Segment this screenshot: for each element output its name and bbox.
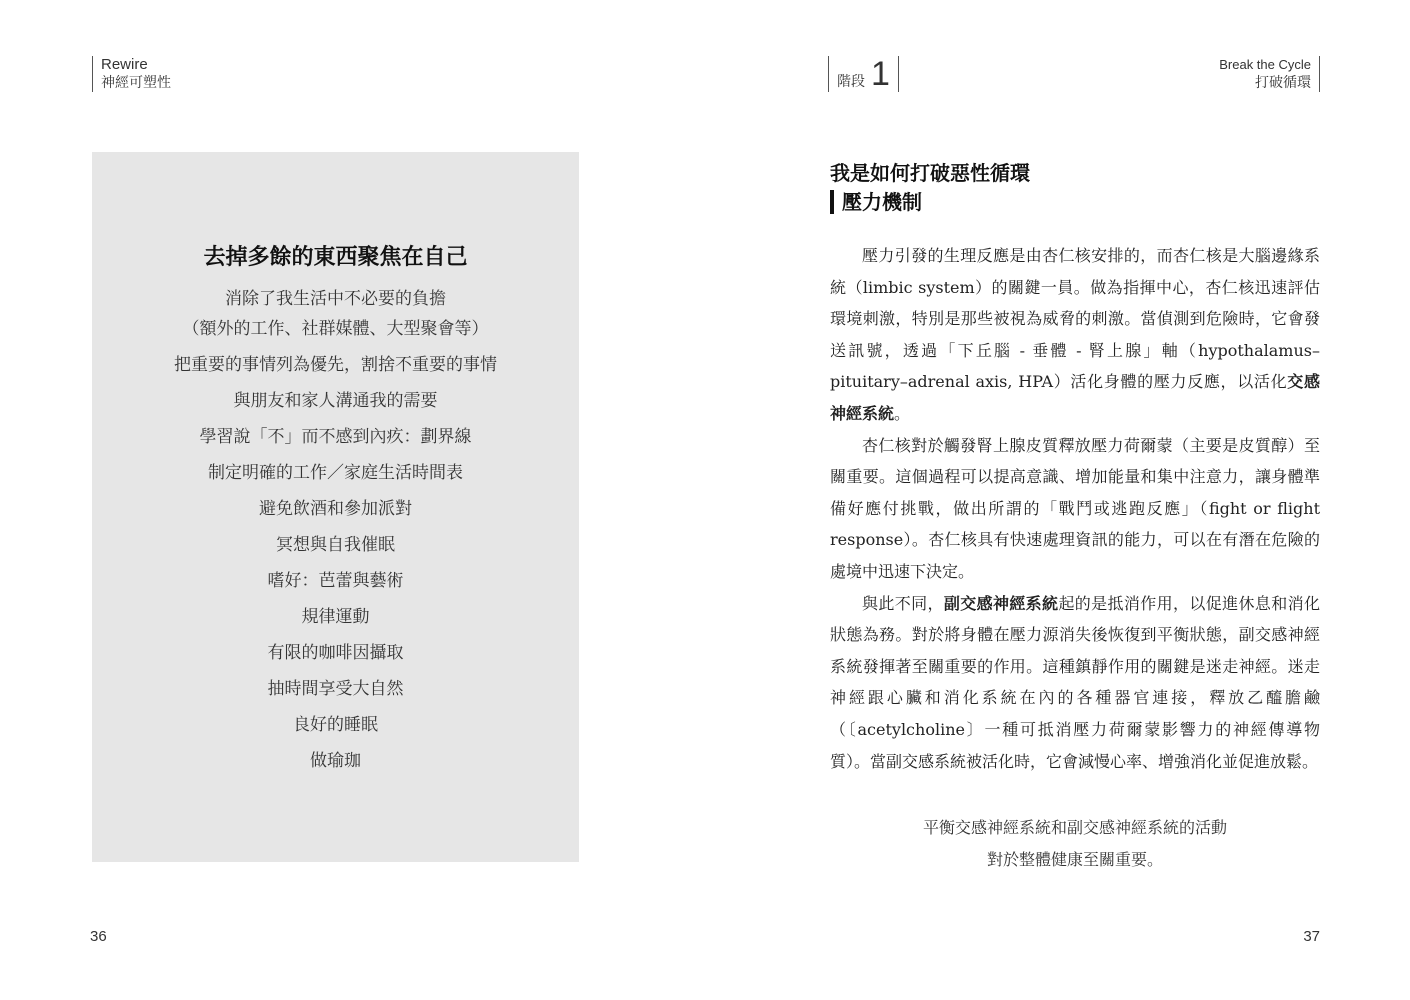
chapter-marker (828, 56, 899, 92)
book-title-zh: 神經可塑性 (101, 75, 171, 91)
sidebar-box (92, 152, 579, 862)
list-item: 與朋友和家人溝通我的需要 (233, 391, 438, 411)
paragraph: 杏仁核對於觸發腎上腺皮質釋放壓力荷爾蒙（主要是皮質醇）至關重要。這個過程可以提高意識、增加能量和集中注意力，讓身體準備好應付挑戰，做出所謂的「戰鬥或逃跑反應」（fight or flight response）。杏仁核具有快速處理資訊的能力，可以在有潛在危險的處境中迅速下決定。 (830, 435, 1320, 581)
bold-term: 交感神經系統 (830, 372, 1320, 423)
bold-term: 副交感神經系統 (943, 593, 1059, 613)
page-number-right: 37 (1303, 928, 1320, 945)
list-item: 避免飲酒和參加派對 (259, 499, 412, 519)
list-item: （額外的工作、社群媒體、大型聚會等） (182, 319, 489, 339)
chapter-number: 1 (871, 55, 890, 93)
list-item: 嗜好：芭蕾與藝術 (267, 571, 404, 591)
list-item: 學習說「不」而不感到內疚：劃界線 (199, 427, 472, 447)
section-title: 我是如何打破惡性循環 (830, 161, 1030, 185)
chapter-title-en: Break the Cycle (1219, 57, 1311, 72)
body-text (830, 240, 1320, 777)
chapter-title-zh: 打破循環 (1255, 75, 1311, 91)
page-number-left: 36 (90, 928, 107, 945)
right-running-head (1219, 56, 1320, 92)
list-item: 規律運動 (301, 607, 370, 627)
paragraph: 與此不同，副交感神經系統起的是抵消作用，以促進休息和消化狀態為務。對於將身體在壓力源消失後恢復到平衡狀態，副交感神經系統發揮著至關重要的作用。這種鎮靜作用的關鍵是迷走神經。迷走神經跟心臟和消化系統在內的各種器官連接，釋放乙醯膽鹼（〔acetylcholine〕一種可抵消壓力荷爾蒙影響力的神經傳導物質）。當副交感系統被活化時，它會減慢心率、增強消化並促進放鬆。 (830, 593, 1320, 771)
list-item: 抽時間享受大自然 (267, 679, 404, 699)
list-item: 把重要的事情列為優先，割捨不重要的事情 (174, 355, 497, 375)
sidebar-box-list (92, 286, 579, 784)
paragraph: 壓力引發的生理反應是由杏仁核安排的，而杏仁核是大腦邊緣系統（limbic system）的關鍵一員。做為指揮中心，杏仁核迅速評估環境刺激，特別是那些被視為威脅的刺激。當偵測到危險時，它會發送訊號，透過「下丘腦 - 垂體 - 腎上腺」軸（hypothalamus–pituitary–adrenal axis, HPA）活化身體的壓力反應，以活化交感神經系統。 (830, 246, 1320, 423)
list-item: 消除了我生活中不必要的負擔 (225, 289, 446, 309)
chapter-label: 階段 (837, 74, 865, 90)
list-item: 冥想與自我催眠 (276, 535, 395, 555)
list-item: 做瑜珈 (310, 751, 361, 771)
list-item: 有限的咖啡因攝取 (267, 643, 404, 663)
section-subtitle: 壓力機制 (830, 190, 922, 214)
left-running-head (92, 56, 171, 92)
list-item: 良好的睡眠 (293, 715, 378, 735)
pull-quote (830, 812, 1320, 876)
list-item: 制定明確的工作／家庭生活時間表 (208, 463, 463, 483)
quote-line: 平衡交感神經系統和副交感神經系統的活動 (922, 818, 1227, 837)
sidebar-box-title: 去掉多餘的東西聚焦在自己 (203, 245, 468, 270)
quote-line: 對於整體健康至關重要。 (986, 850, 1163, 869)
book-title-en: Rewire (101, 56, 148, 73)
